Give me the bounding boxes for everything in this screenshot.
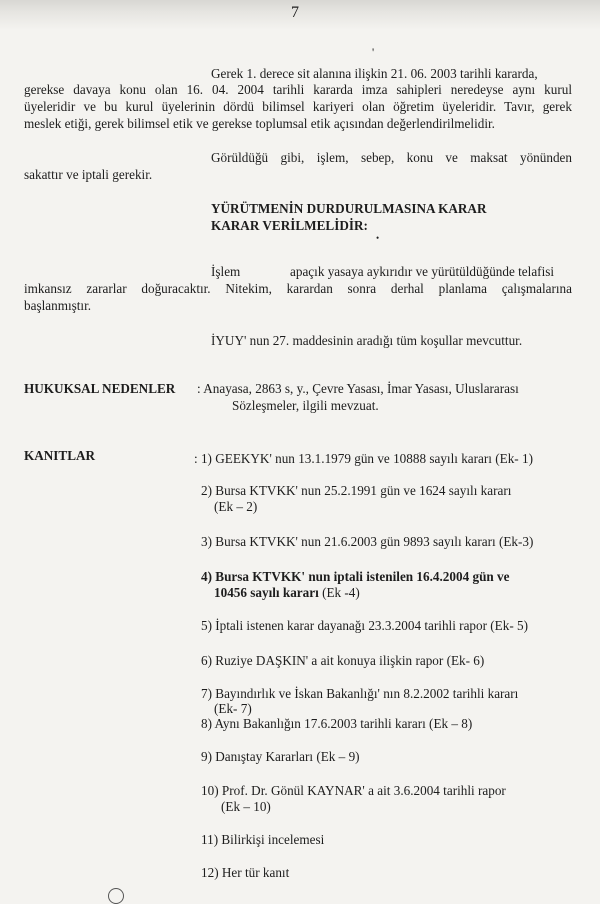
para3-line2: imkansız zararlar doğuracaktır. Nitekim, karardan sonra derhal planlama çalışmalarına [24,281,572,296]
para2-line1: Görüldüğü gibi, işlem, sebep, konu ve maksat yönünden [211,150,572,165]
stray-mark: ' [372,45,375,59]
evidence-item: 7) Bayındırlık ve İskan Bakanlığı' nın 8.2.2002 tarihli kararı [201,686,519,701]
para3-line3: başlanmıştır. [24,298,92,313]
evidence-item: 5) İptali istenen karar dayanağı 23.3.2004 tarihli rapor (Ek- 5) [201,618,529,633]
legal-grounds-line2: Sözleşmeler, ilgili mevzuat. [232,398,379,413]
evidence-item: 9) Danıştay Kararları (Ek – 9) [201,749,360,764]
legal-grounds-line1: : Anayasa, 2863 s, y., Çevre Yasası, İmar Yasası, Uluslararası [197,381,519,396]
para1-line3: üyeleridir ve bu kurul üyelerinin dördü bilimsel kariyeri olan öğretim üyeleridir. Tavır, gerek [24,99,572,114]
para3-line1-start: İşlem [211,264,241,279]
evidence-item-highlighted-continuation: 10456 sayılı kararı [214,585,319,600]
evidence-item-continuation: (Ek – 10) [221,799,271,814]
stray-dot: • [376,233,380,243]
para3-line1-end: apaçık yasaya aykırıdır ve yürütüldüğünde telafisi [290,264,555,279]
para1-line1: Gerek 1. derece sit alanına ilişkin 21. 06. 2003 tarihli kararda, [211,66,538,81]
evidence-item: 6) Ruziye DAŞKIN' a ait konuya ilişkin rapor (Ek- 6) [201,653,485,668]
evidence-item: 3) Bursa KTVKK' nun 21.6.2003 gün 9893 sayılı kararı (Ek-3) [201,534,534,549]
section-heading-line1: YÜRÜTMENİN DURDURULMASINA KARAR [211,201,487,216]
section-heading-line2: KARAR VERİLMELİDİR: [211,218,368,233]
evidence-item: 2) Bursa KTVKK' nun 25.2.1991 gün ve 1624 sayılı kararı [201,483,512,498]
page-number: 7 [291,4,299,21]
evidence-item-continuation: (Ek – 2) [214,499,258,514]
legal-grounds-label: HUKUKSAL NEDENLER [24,381,176,396]
evidence-item-highlighted: 4) Bursa KTVKK' nun iptali istenilen 16.4.2004 gün ve [201,569,510,584]
evidence-item-annex: (Ek -4) [318,585,360,600]
evidence-item: 12) Her tür kanıt [201,865,290,880]
evidence-item: : 1) GEEKYK' nun 13.1.1979 gün ve 10888 sayılı kararı (Ek- 1) [194,451,533,466]
evidence-label: KANITLAR [24,448,96,463]
para1-line2: gerekse davaya konu olan 16. 04. 2004 tarihli kararda imza sahipleri neredeyse aynı kurul [24,82,572,97]
evidence-item: 10) Prof. Dr. Gönül KAYNAR' a ait 3.6.2004 tarihli rapor [201,783,506,798]
evidence-item: 8) Aynı Bakanlığın 17.6.2003 tarihli kararı (Ek – 8) [201,716,473,731]
para1-line4: meslek etiği, gerek bilimsel etik ve gerekse toplumsal etik açısından değerlendirilmelidir. [24,116,495,131]
evidence-item-continuation: (Ek- 7) [214,701,252,716]
evidence-item: 11) Bilirkişi incelemesi [201,832,325,847]
scan-top-shadow [0,0,600,30]
stamp-mark-partial [108,888,124,904]
para4: İYUY' nun 27. maddesinin aradığı tüm koşullar mevcuttur. [211,333,523,348]
para2-line2: sakattır ve iptali gerekir. [24,167,153,182]
